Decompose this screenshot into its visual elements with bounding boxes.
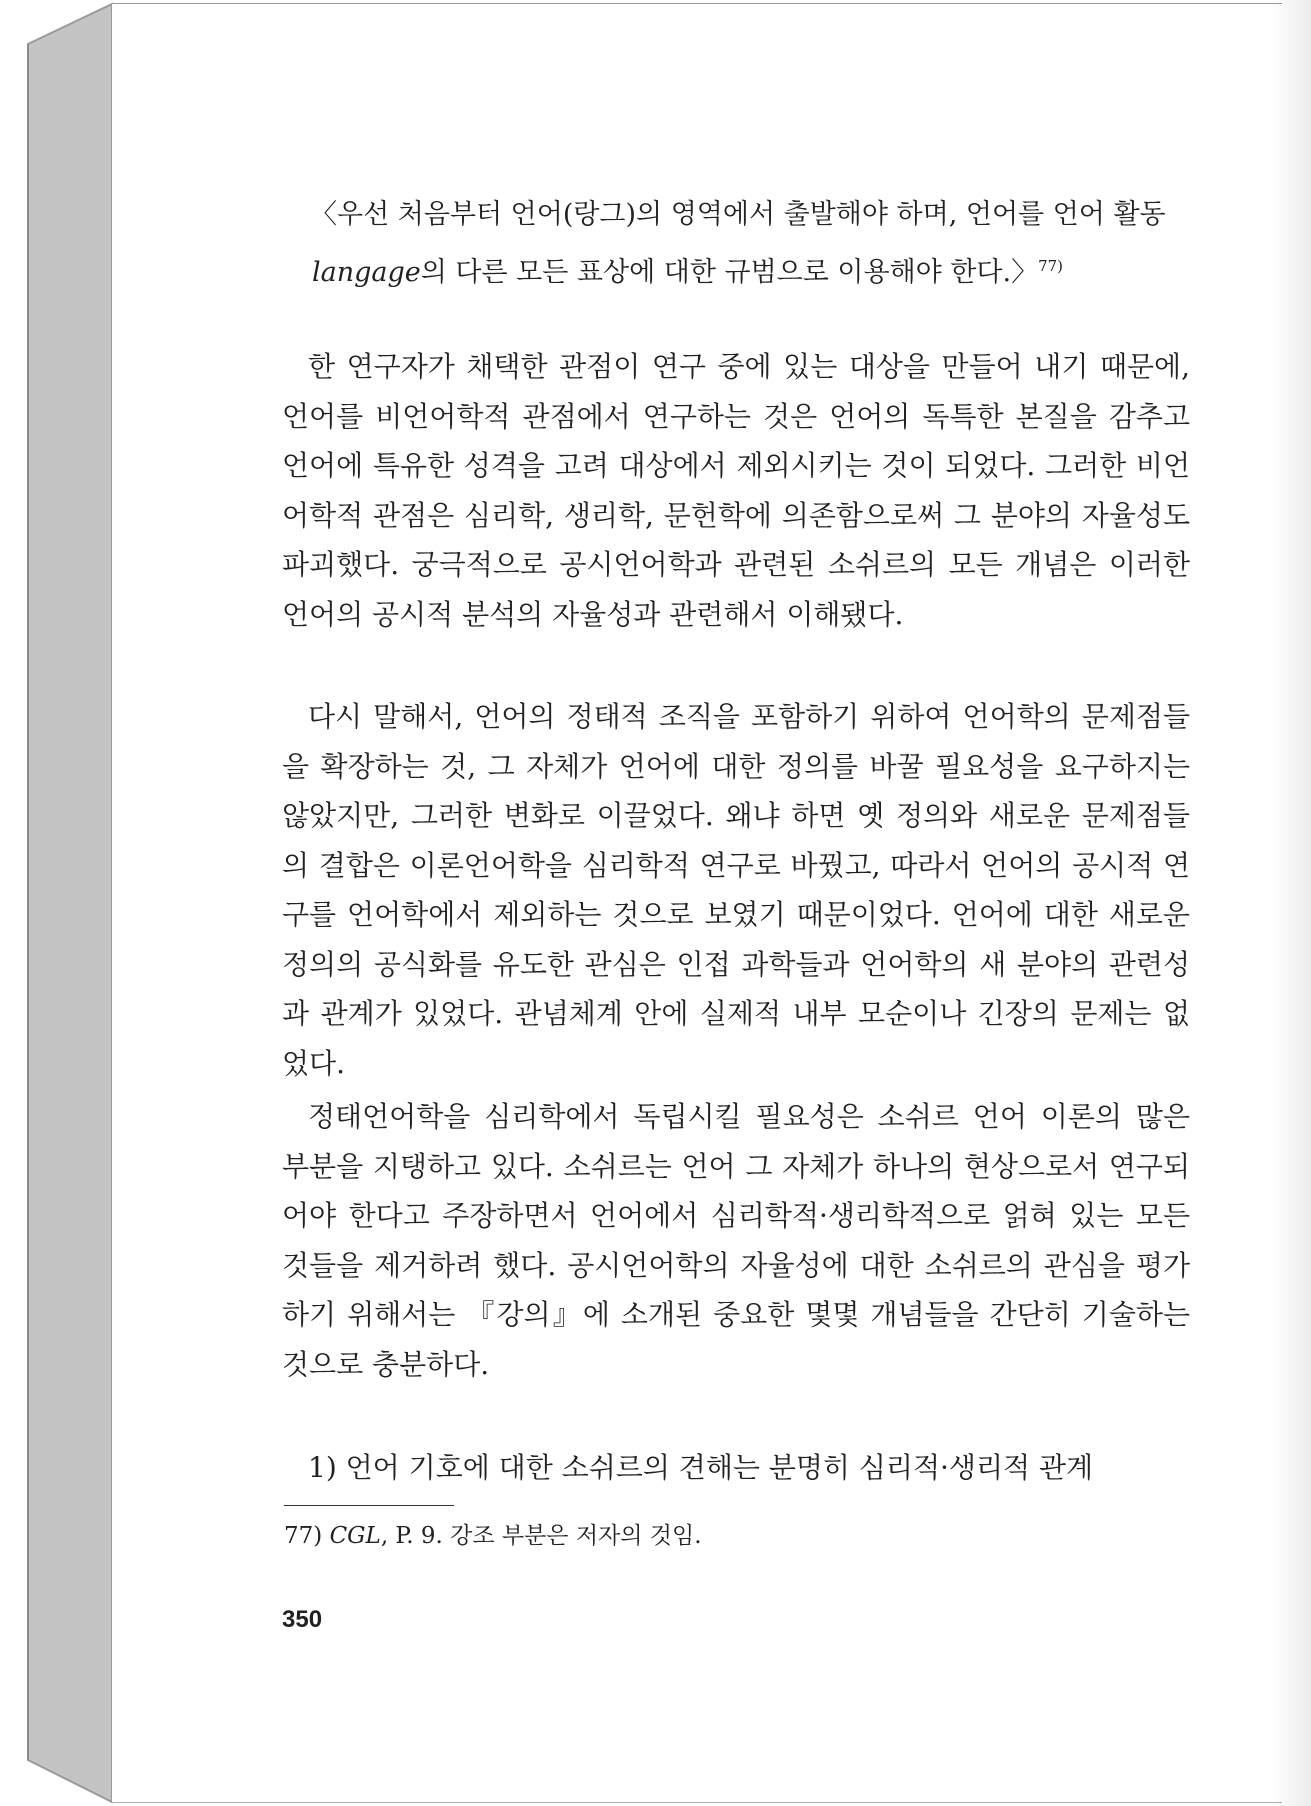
quote-line-1: 〈우선 처음부터 언어(랑그)의 영역에서 출발해야 하며, 언어를 언어 활동 [310,199,1166,230]
page-edge-shadow [1271,0,1311,1806]
footnote-source: CGL [329,1523,381,1549]
paragraph-3 [282,1092,1190,1389]
paragraph-text: 정태언어학을 심리학에서 독립시킬 필요성은 소쉬르 언어 이론의 많은 부분을 지탱하고 있다. 소쉬르는 언어 그 자체가 하나의 현상으로서 연구되어야 한다고 주장하면서 언어에서 심리학적·생리학적으로 얽혀 있는 모든 것들을 제거하려 했다. 공시언어학의 자율성에 대한 소쉬르의 관심을 평가하기 위해서는 『강의』에 소개된 중요한 몇몇 개념들을 간단히 기술하는 것으로 충분하다. [282,1100,1190,1381]
paragraph-text: 한 연구자가 채택한 관점이 연구 중에 있는 대상을 만들어 내기 때문에, 언어를 비언어학적 관점에서 연구하는 것은 언어의 독특한 본질을 감추고 언어에 특유한 성격을 고려 대상에서 제외시키는 것이 되었다. 그러한 비언어학적 관점은 심리학, 생리학, 문헌학에 의존함으로써 그 분야의 자율성도 파괴했다. 궁극적으로 공시언어학과 관련된 소쉬르의 모든 개념은 이러한 언어의 공시적 분석의 자율성과 관련해서 이해됐다. [282,350,1190,631]
footnote-reference: 77) [1038,257,1064,275]
paragraph-1 [282,342,1190,639]
paragraph-2 [282,692,1190,1088]
quote-line-2 [310,244,1190,302]
quote-italic-term: langage [312,257,421,288]
footnote-text: , P. 9. 강조 부분은 저자의 것임. [380,1523,702,1549]
quote-line-2-text: 의 다른 모든 표상에 대한 규범으로 이용해야 한다.〉 [420,257,1039,288]
page-number: 350 [282,1606,323,1633]
footnote [284,1521,702,1551]
footnote-divider [284,1505,454,1506]
paragraph-text: 다시 말해서, 언어의 정태적 조직을 포함하기 위하여 언어학의 문제점들을 확장하는 것, 그 자체가 언어에 대한 정의를 바꿀 필요성을 요구하지는 않았지만, 그러한 변화로 이끌었다. 왜냐 하면 옛 정의와 새로운 문제점들의 결합은 이론언어학을 심리학적 연구로 바꿨고, 따라서 언어의 공시적 연구를 언어학에서 제외하는 것으로 보였기 때문이었다. 언어에 대한 새로운 정의의 공식화를 유도한 관심은 인접 과학들과 언어학의 새 분야의 관련성과 관계가 있었다. 관념체계 안에 실제적 내부 모순이나 긴장의 문제는 없었다. [282,700,1190,1080]
paragraph-text: 1) 언어 기호에 대한 소쉬르의 견해는 분명히 심리적·생리적 관계 [308,1451,1094,1484]
block-quote [310,186,1190,302]
paragraph-4 [282,1443,1190,1493]
footnote-number: 77) [284,1523,323,1549]
